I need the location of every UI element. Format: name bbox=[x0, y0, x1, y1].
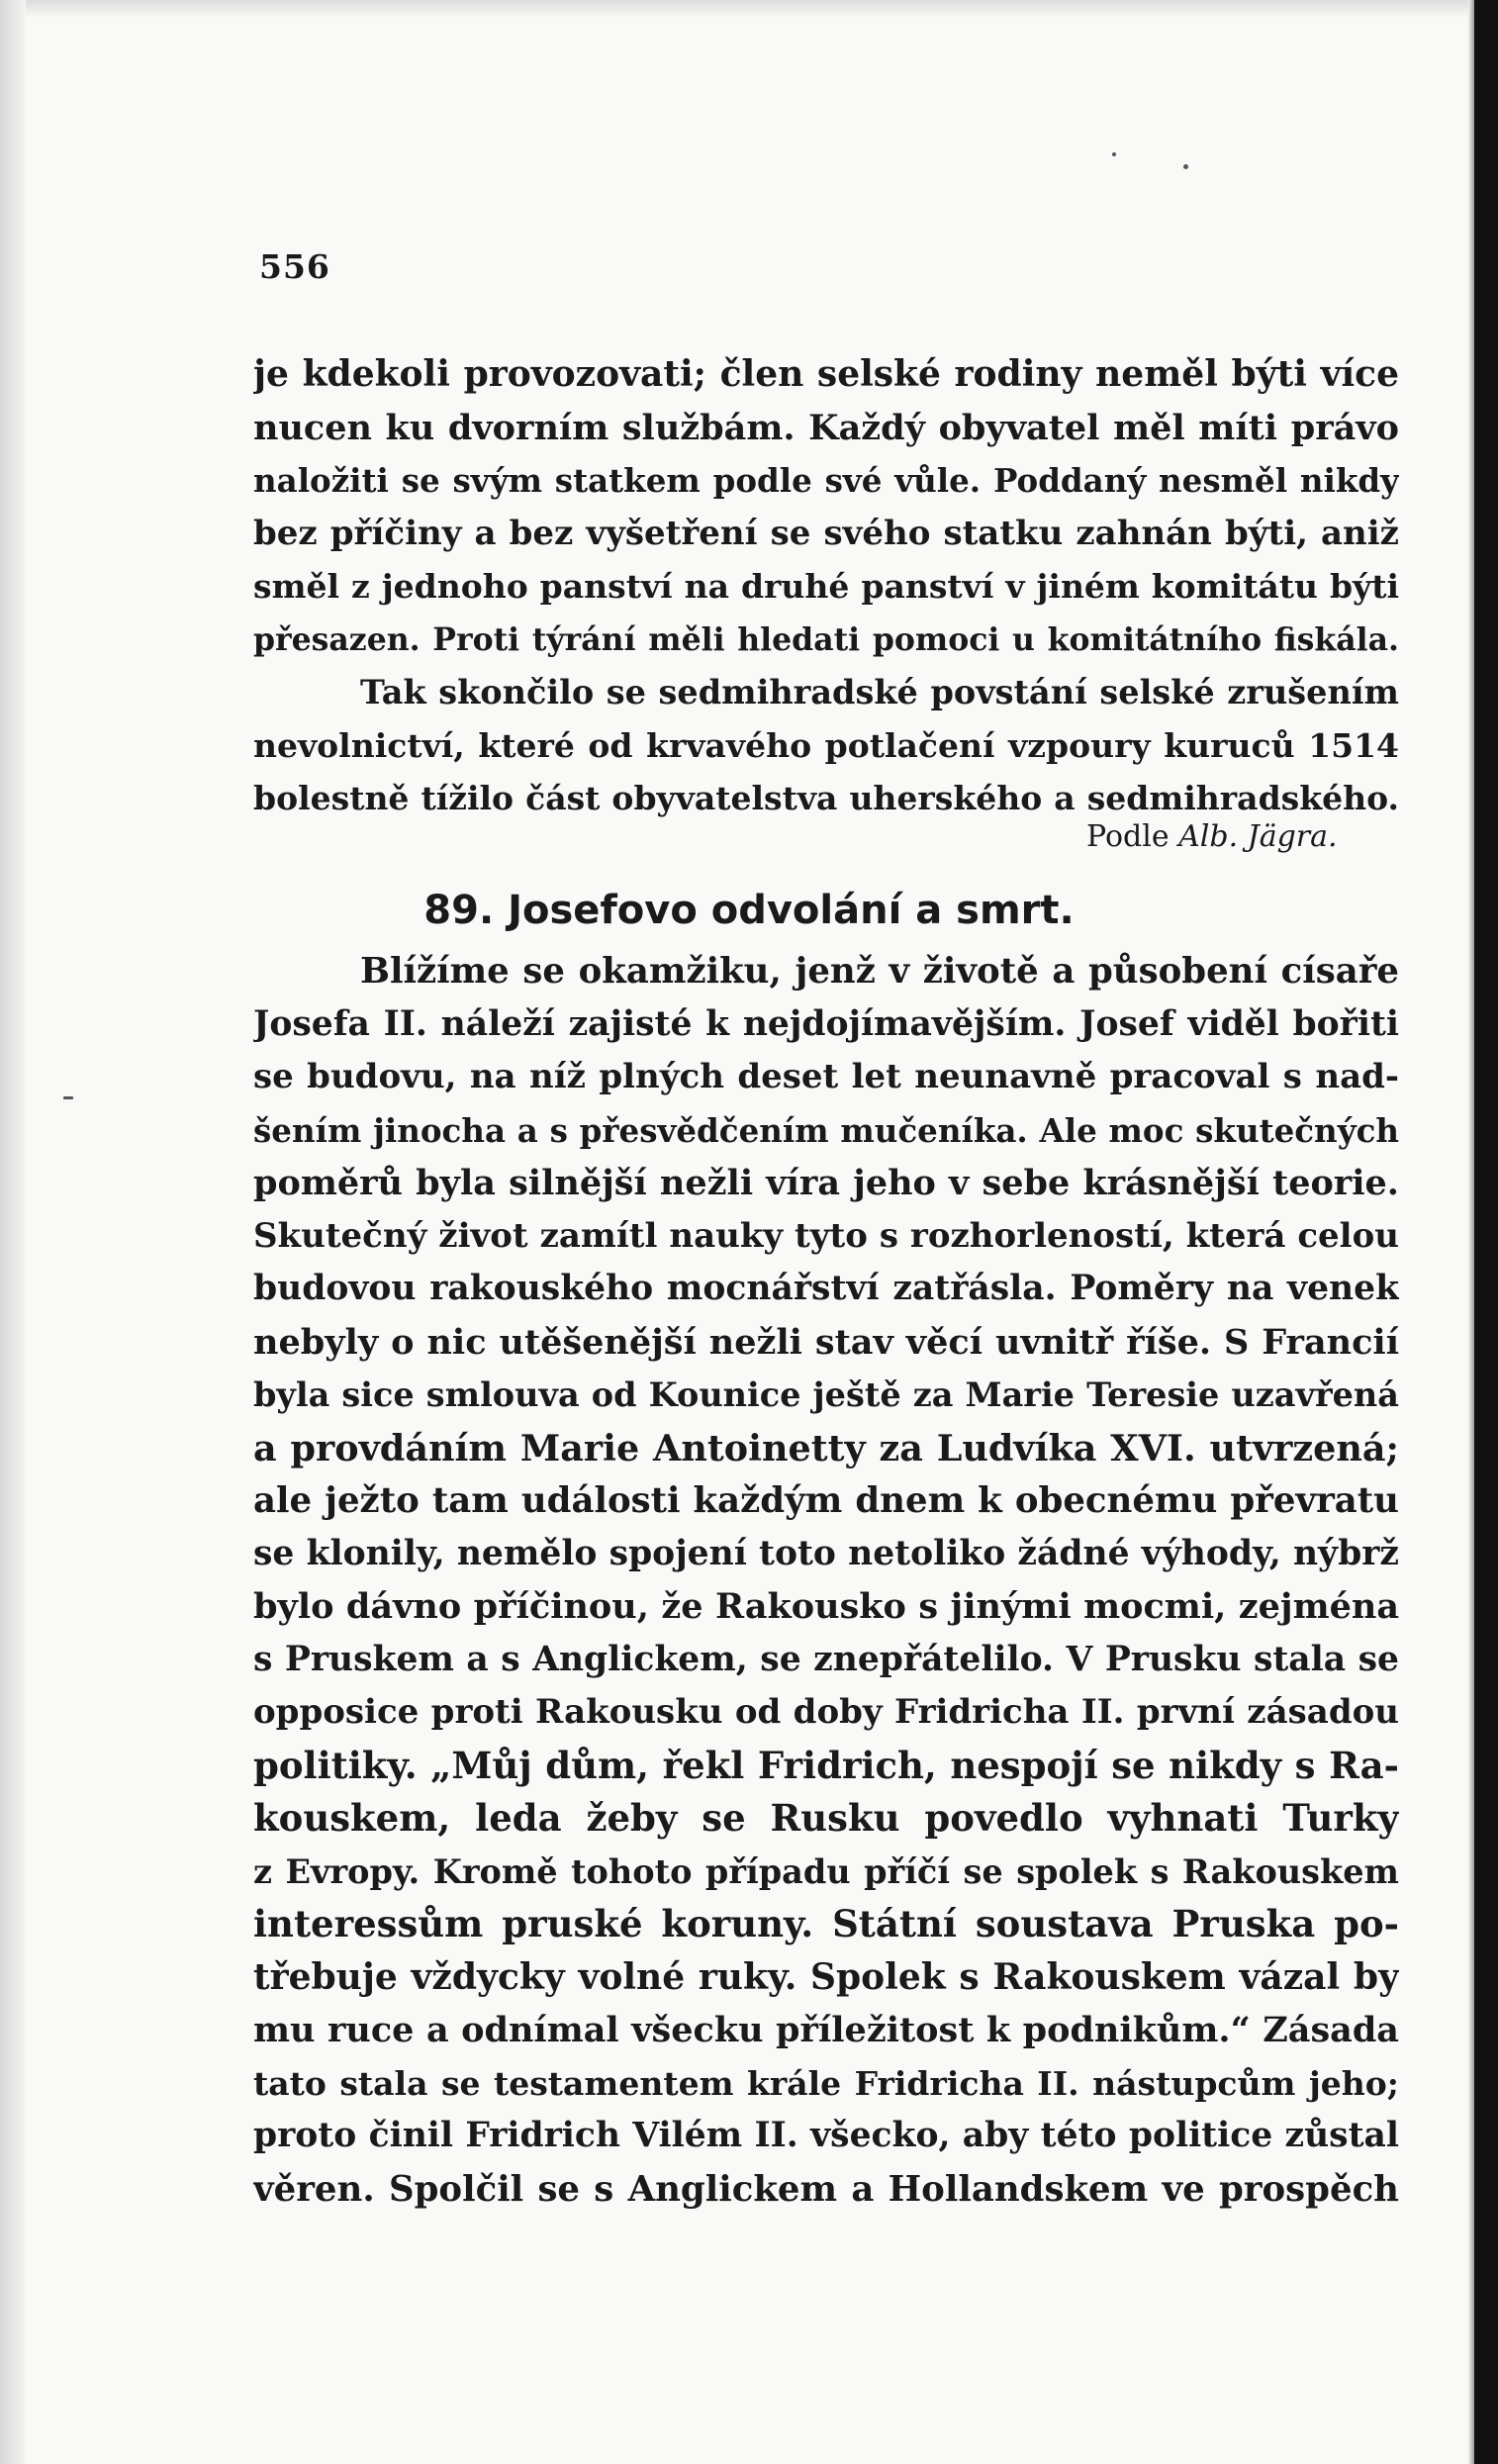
section-heading: 89. Josefovo odvolání a smrt. bbox=[423, 888, 1075, 933]
attribution-author: Alb. Jägra. bbox=[1178, 819, 1338, 854]
text-line: interessům pruské koruny. Státní soustava Pruska po- bbox=[253, 1902, 1399, 1945]
scan-speck bbox=[63, 1096, 73, 1099]
text-line: mu ruce a odnímal všecku příležitost k podnikům.“ Zásada bbox=[253, 2010, 1399, 2050]
scan-speck bbox=[1112, 152, 1116, 156]
paragraph-continuation bbox=[253, 348, 1399, 825]
text-line: budovou rakouského mocnářství zatřásla. Poměry na venek bbox=[253, 1269, 1399, 1308]
text-line: bez příčiny a bez vyšetření se svého statku zahnán býti, aniž bbox=[253, 513, 1399, 553]
text-line: Skutečný život zamítl nauky tyto s rozhorleností, která celou bbox=[253, 1215, 1399, 1256]
text-line: Josefa II. náleží zajisté k nejdojímavějším. Josef viděl bořiti bbox=[253, 1003, 1399, 1044]
text-line: šením jinocha a s přesvědčením mučeníka. Ale moc skutečných bbox=[253, 1110, 1399, 1150]
text-line: tato stala se testamentem krále Fridricha II. nástupcům jeho; bbox=[253, 2063, 1399, 2103]
text-line: se klonily, nemělo spojení toto netoliko žádné výhody, nýbrž bbox=[253, 1533, 1399, 1573]
text-line: opposice proti Rakousku od doby Fridricha II. první zásadou bbox=[253, 1692, 1399, 1732]
text-line: z Evropy. Kromě tohoto případu příčí se spolek s Rakouskem bbox=[253, 1851, 1399, 1891]
text-line: kouskem, leda žeby se Rusku povedlo vyhnati Turky bbox=[253, 1796, 1399, 1840]
scan-edge-left bbox=[0, 0, 26, 2464]
text-line: Tak skončilo se sedmihradské povstání selské zrušením bbox=[360, 673, 1399, 711]
text-line: byla sice smlouva od Kounice ještě za Marie Teresie uzavřená bbox=[253, 1375, 1399, 1414]
text-line: naložiti se svým statkem podle své vůle. Poddaný nesměl nikdy bbox=[253, 461, 1399, 500]
text-line: s Pruskem a s Anglickem, se znepřátelilo. V Prusku stala se bbox=[253, 1639, 1399, 1679]
text-line: je kdekoli provozovati; člen selské rodiny neměl býti více bbox=[253, 353, 1399, 395]
text-line: přesazen. Proti týrání měli hledati pomoci u komitátního fiskála. bbox=[253, 620, 1399, 658]
text-line: a provdáním Marie Antoinetty za Ludvíka XVI. utvrzená; bbox=[253, 1426, 1399, 1469]
scan-edge-top bbox=[0, 0, 1474, 18]
text-line: proto činil Fridrich Vilém II. všecko, aby této politice zůstal bbox=[253, 2116, 1399, 2155]
scan-edge-right bbox=[1474, 0, 1498, 2464]
section-body bbox=[253, 945, 1399, 2216]
source-attribution bbox=[1086, 819, 1338, 854]
text-line: nebyly o nic utěšenější nežli stav věcí uvnitř říše. S Francií bbox=[253, 1321, 1399, 1363]
text-line: třebuje vždycky volné ruky. Spolek s Rakouskem vázal by bbox=[253, 1955, 1399, 1998]
text-line: se budovu, na níž plných deset let neunavně pracoval s nad- bbox=[253, 1057, 1399, 1096]
text-line: bolestně tížilo část obyvatelstva uherského a sedmihradského. bbox=[253, 779, 1399, 817]
text-line: poměrů byla silnější nežli víra jeho v sebe krásnější teorie. bbox=[253, 1163, 1399, 1203]
text-line: Blížíme se okamžiku, jenž v životě a působení císaře bbox=[360, 951, 1399, 992]
text-line: nucen ku dvorním službám. Každý obyvatel měl míti právo bbox=[253, 407, 1399, 448]
text-line: politiky. „Můj dům, řekl Fridrich, nespojí se nikdy s Ra- bbox=[253, 1743, 1399, 1787]
text-line: věren. Spolčil se s Anglickem a Hollandskem ve prospěch bbox=[253, 2168, 1399, 2210]
text-line: nevolnictví, které od krvavého potlačení vzpoury kuruců 1514 bbox=[253, 725, 1399, 765]
scan-speck bbox=[1183, 164, 1188, 169]
text-line: směl z jednoho panství na druhé panství v jiném komitátu býti bbox=[253, 567, 1399, 606]
text-line: ale ježto tam události každým dnem k obecnému převratu bbox=[253, 1480, 1399, 1521]
page-number: 556 bbox=[259, 247, 330, 286]
text-line: bylo dávno příčinou, že Rakousko s jinými mocmi, zejména bbox=[253, 1586, 1399, 1627]
attribution-prefix: Podle bbox=[1086, 819, 1170, 854]
